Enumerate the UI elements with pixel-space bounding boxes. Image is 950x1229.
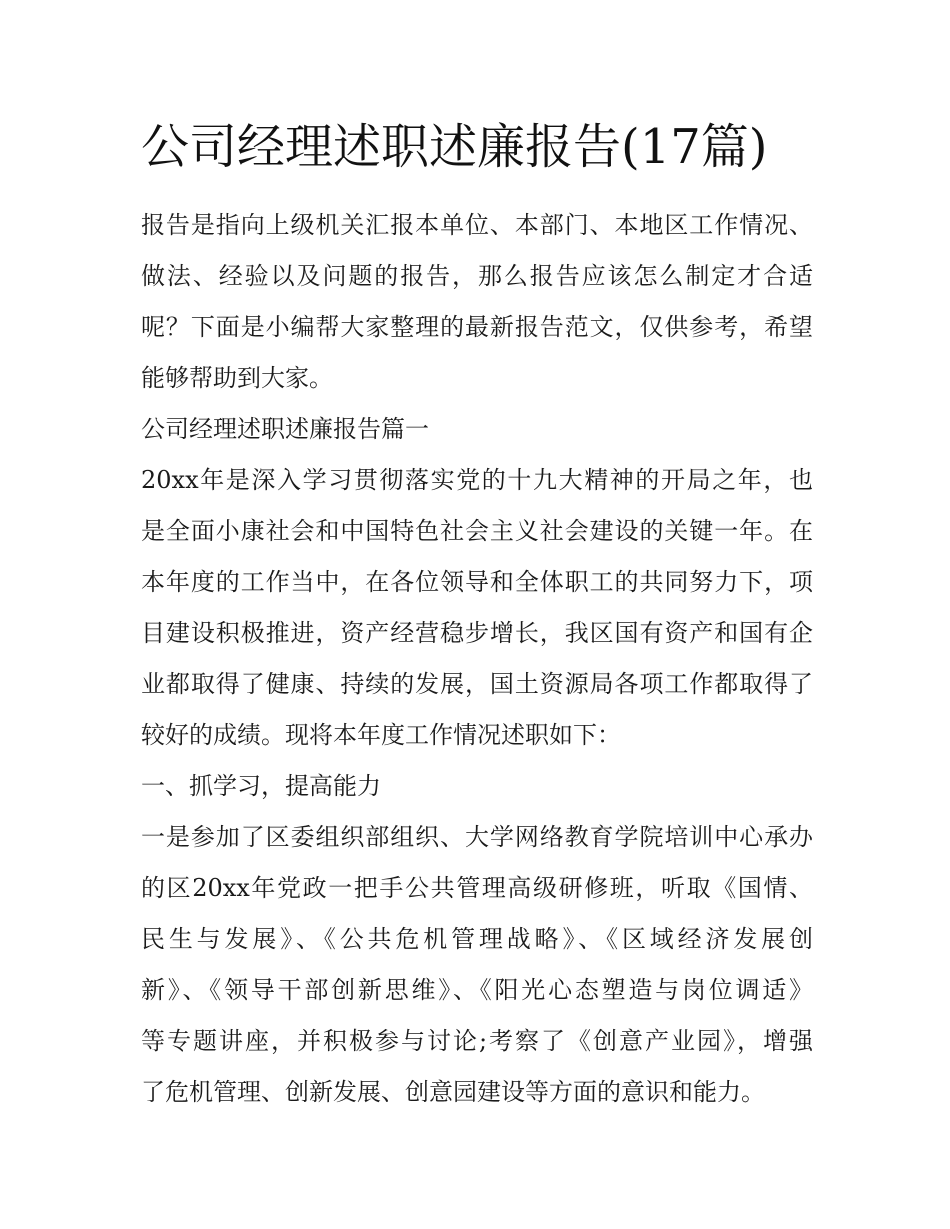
body-line-4: 能够帮助到大家。 bbox=[141, 364, 333, 392]
body-line-11: 较好的成绩。现将本年度工作情况述职如下： bbox=[141, 721, 621, 749]
body-line-16: 新》、《领导干部创新思维》、《阳光心态塑造与岗位调适》 bbox=[141, 976, 813, 1004]
body-line-9: 目建设积极推进，资产经营稳步增长，我区国有资产和国有企 bbox=[141, 619, 813, 647]
body-line-18: 了危机管理、创新发展、创意园建设等方面的意识和能力。 bbox=[141, 1078, 765, 1106]
body-line-10: 业都取得了健康、持续的发展，国土资源局各项工作都取得了 bbox=[141, 670, 813, 698]
body-line-3: 呢？下面是小编帮大家整理的最新报告范文，仅供参考，希望 bbox=[141, 313, 813, 341]
body-line-2: 做法、经验以及问题的报告，那么报告应该怎么制定才合适 bbox=[141, 262, 813, 290]
body-line-15: 民生与发展》、《公共危机管理战略》、《区域经济发展创 bbox=[141, 925, 813, 953]
body-line-1: 报告是指向上级机关汇报本单位、本部门、本地区工作情况、 bbox=[141, 211, 813, 239]
section-heading-2: 一、抓学习，提高能力 bbox=[141, 772, 381, 800]
section-heading-1: 公司经理述职述廉报告篇一 bbox=[141, 415, 429, 443]
body-line-6: 20xx年是深入学习贯彻落实党的十九大精神的开局之年，也 bbox=[141, 466, 813, 494]
body-line-17: 等专题讲座，并积极参与讨论;考察了《创意产业园》，增强 bbox=[141, 1027, 813, 1055]
body-line-13: 一是参加了区委组织部组织、大学网络教育学院培训中心承办 bbox=[141, 823, 813, 851]
body-line-8: 本年度的工作当中，在各位领导和全体职工的共同努力下，项 bbox=[141, 568, 813, 596]
body-line-7: 是全面小康社会和中国特色社会主义社会建设的关键一年。在 bbox=[141, 517, 813, 545]
body-line-14: 的区20xx年党政一把手公共管理高级研修班，听取《国情、 bbox=[141, 874, 813, 902]
document-title: 公司经理述职述廉报告(17篇) bbox=[141, 119, 768, 175]
document-body bbox=[141, 200, 813, 1118]
